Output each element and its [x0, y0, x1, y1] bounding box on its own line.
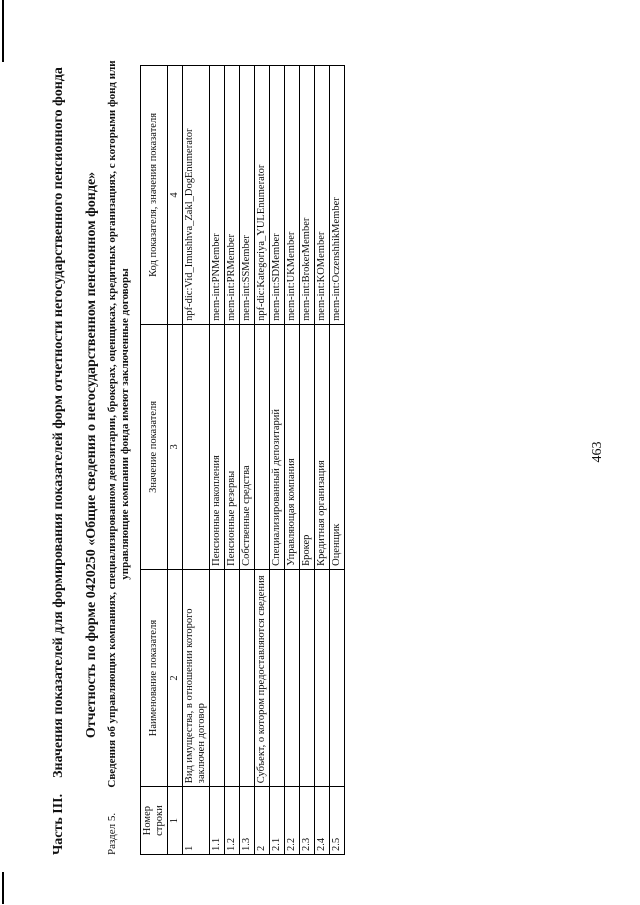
row-number: 2.2 [285, 787, 300, 855]
indicator-name [315, 569, 330, 786]
indicator-value [183, 324, 210, 569]
edge-mark-top [2, 0, 4, 62]
table-row [225, 66, 240, 855]
indicators-table [140, 65, 345, 855]
indicator-code: mem-int:KOMember [315, 66, 330, 325]
indicator-code: mem-int:PRMember [225, 66, 240, 325]
indicator-code: mem-int:UKMember [285, 66, 300, 325]
indicator-value: Пенсионные резервы [225, 324, 240, 569]
indicator-value: Управляющая компания [285, 324, 300, 569]
indicator-value: Специализированный депозитарий [270, 324, 285, 569]
indicator-name [225, 569, 240, 786]
table-row [240, 66, 255, 855]
indicator-name [300, 569, 315, 786]
row-number: 2.1 [270, 787, 285, 855]
table-header-row [141, 66, 168, 855]
row-number: 1.3 [240, 787, 255, 855]
indicator-code: mem-int:OczenshhikMember [330, 66, 345, 325]
indicator-code: npf-dic:Kategoriya_YULEnumerator [255, 66, 270, 325]
indicator-name: Вид имущества, в отношении которого заключен договор [183, 569, 210, 786]
row-number: 2.5 [330, 787, 345, 855]
indicator-name [330, 569, 345, 786]
table-row [285, 66, 300, 855]
part-title [48, 65, 70, 855]
row-number: 2.3 [300, 787, 315, 855]
indicator-name [240, 569, 255, 786]
indicator-name: Субъект, о котором предоставляются сведения [255, 569, 270, 786]
row-number: 1 [183, 787, 210, 855]
indicator-value: Пенсионные накопления [210, 324, 225, 569]
table-row [300, 66, 315, 855]
header-row-number: Номер строки [141, 787, 168, 855]
column-number-row [168, 66, 183, 855]
indicator-code: mem-int:SDMember [270, 66, 285, 325]
row-number: 2 [255, 787, 270, 855]
indicator-value: Кредитная организация [315, 324, 330, 569]
table-row [183, 66, 210, 855]
column-number: 1 [168, 787, 183, 855]
indicator-name [285, 569, 300, 786]
section-title: Сведения об управляющих компаниях, специализированном депозитарии, брокерах, оценщиках, кредитных организациях, с которыми фонд или управляющие компании фонда имеют заключенные договоры [106, 60, 131, 788]
indicator-name [210, 569, 225, 786]
column-number: 4 [168, 66, 183, 325]
indicator-name [270, 569, 285, 786]
section-label: Раздел 5. [106, 812, 118, 855]
edge-mark-bottom [2, 872, 4, 904]
table-row [210, 66, 225, 855]
indicator-code: npf-dic:Vid_Imushhva_Zakl_DogEnumerator [183, 66, 210, 325]
part-title-text: Значения показателей для формирования показателей форм отчетности негосударственного пенсионного фонда [51, 67, 66, 778]
indicator-value [255, 324, 270, 569]
indicator-value: Собственные средства [240, 324, 255, 569]
row-number: 2.4 [315, 787, 330, 855]
header-indicator-name: Наименование показателя [141, 569, 168, 786]
part-label: Часть III. [51, 793, 66, 855]
row-number: 1.2 [225, 787, 240, 855]
indicator-code: mem-int:BrokerMember [300, 66, 315, 325]
indicator-value: Оценщик [330, 324, 345, 569]
header-indicator-code: Код показателя, значения показателя [141, 66, 168, 325]
indicator-code: mem-int:PNMember [210, 66, 225, 325]
document-content [40, 55, 450, 855]
table-row [270, 66, 285, 855]
section-heading [106, 55, 132, 855]
report-title: Отчетность по форме 0420250 «Общие сведения о негосударственном пенсионном фонде» [84, 171, 99, 739]
indicator-code: mem-int:SSMember [240, 66, 255, 325]
row-number: 1.1 [210, 787, 225, 855]
table-row [255, 66, 270, 855]
table-row [315, 66, 330, 855]
table-row [330, 66, 345, 855]
page-number: 463 [590, 441, 605, 463]
column-number: 2 [168, 569, 183, 786]
column-number: 3 [168, 324, 183, 569]
header-indicator-value: Значение показателя [141, 324, 168, 569]
indicator-value: Брокер [300, 324, 315, 569]
